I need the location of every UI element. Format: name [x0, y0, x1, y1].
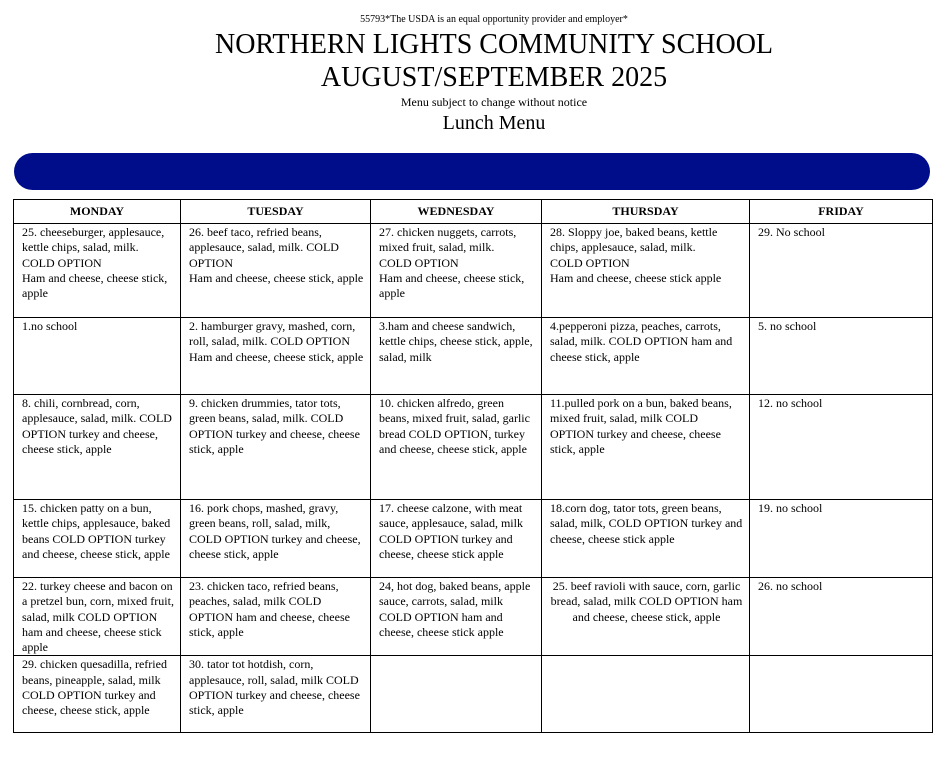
week-row — [14, 500, 933, 578]
day-cell — [181, 500, 371, 578]
change-notice: Menu subject to change without notice — [400, 95, 588, 109]
day-cell — [750, 578, 933, 656]
day-menu: 4.pepperoni pizza, peaches, carrots, salad, milk. COLD OPTION ham and cheese stick, apple — [550, 319, 733, 364]
menu-title: Lunch Menu — [442, 112, 546, 134]
day-cell — [542, 656, 750, 733]
day-cell — [542, 578, 750, 656]
week-row — [14, 578, 933, 656]
day-cell — [14, 395, 181, 500]
day-menu: 2. hamburger gravy, mashed, corn, roll, salad, milk. COLD OPTION Ham and cheese, cheese stick, apple — [189, 319, 364, 364]
day-cell — [14, 224, 181, 318]
day-menu: 19. no school — [758, 501, 823, 515]
day-cell — [371, 500, 542, 578]
day-cell — [181, 656, 371, 733]
day-menu: 17. cheese calzone, with meat sauce, applesauce, salad, milk COLD OPTION turkey and cheese, cheese stick apple — [379, 501, 523, 561]
day-menu: 27. chicken nuggets, carrots, mixed fruit, salad, milk. COLD OPTION Ham and cheese, cheese stick, apple — [379, 225, 525, 301]
day-cell — [542, 224, 750, 318]
day-cell — [181, 318, 371, 395]
day-menu: 24, hot dog, baked beans, apple sauce, carrots, salad, milk COLD OPTION ham and cheese, cheese stick apple — [379, 579, 531, 639]
school-name: NORTHERN LIGHTS COMMUNITY SCHOOL — [214, 29, 774, 60]
day-menu: 16. pork chops, mashed, gravy, green beans, roll, salad, milk, COLD OPTION turkey and cheese, cheese stick, apple — [189, 501, 361, 561]
day-menu: 5. no school — [758, 319, 817, 333]
day-menu: 11.pulled pork on a bun, baked beans, mixed fruit, salad, milk COLD OPTION turkey and cheese, cheese stick, apple — [550, 396, 732, 456]
day-cell — [181, 395, 371, 500]
day-header-row — [14, 200, 933, 224]
day-cell — [542, 395, 750, 500]
day-cell — [750, 224, 933, 318]
day-menu: 15. chicken patty on a bun, kettle chips, applesauce, baked beans COLD OPTION turkey and cheese, cheese stick, apple — [22, 501, 171, 561]
day-menu: 30. tator tot hotdish, corn, applesauce, roll, salad, milk COLD OPTION turkey and cheese, cheese stick, apple — [189, 657, 360, 718]
day-menu: 8. chili, cornbread, corn, applesauce, salad, milk. COLD OPTION turkey and cheese, cheese stick, apple — [22, 396, 172, 456]
day-header-tuesday: TUESDAY — [181, 200, 371, 224]
day-menu: 29. chicken quesadilla, refried beans, pineapple, salad, milk COLD OPTION turkey and cheese, cheese stick, apple — [22, 657, 167, 718]
day-menu: 23. chicken taco, refried beans, peaches, salad, milk COLD OPTION ham and cheese, cheese stick, apple — [189, 579, 350, 639]
day-menu: 22. turkey cheese and bacon on a pretzel bun, corn, mixed fruit, salad, milk COLD OPTION ham and cheese, cheese stick apple — [22, 579, 174, 655]
day-menu: 26. beef taco, refried beans, applesauce, salad, milk. COLD OPTION Ham and cheese, cheese stick, apple — [189, 225, 364, 285]
day-cell — [181, 224, 371, 318]
day-menu: 12. no school — [758, 396, 823, 410]
week-row — [14, 656, 933, 733]
day-menu: 10. chicken alfredo, green beans, mixed fruit, salad, garlic bread COLD OPTION, turkey and cheese, cheese stick, apple — [379, 396, 530, 456]
day-cell — [371, 224, 542, 318]
day-cell — [750, 395, 933, 500]
day-header-thursday: THURSDAY — [542, 200, 750, 224]
day-cell — [750, 656, 933, 733]
lunch-menu-table — [13, 199, 933, 733]
day-cell — [371, 656, 542, 733]
day-cell — [750, 318, 933, 395]
week-row — [14, 318, 933, 395]
banner-bar — [14, 153, 930, 190]
day-menu: 29. No school — [758, 225, 825, 239]
day-menu: 26. no school — [758, 579, 823, 593]
day-cell — [371, 395, 542, 500]
day-menu: 18.corn dog, tator tots, green beans, salad, milk, COLD OPTION turkey and cheese, cheese stick apple — [550, 501, 743, 546]
day-cell — [542, 500, 750, 578]
day-menu: 1.no school — [22, 319, 78, 333]
day-header-friday: FRIDAY — [750, 200, 933, 224]
menu-month: AUGUST/SEPTEMBER 2025 — [320, 62, 668, 93]
day-cell — [14, 656, 181, 733]
usda-statement: 55793*The USDA is an equal opportunity provider and employer* — [360, 14, 628, 25]
day-header-monday: MONDAY — [14, 200, 181, 224]
week-row — [14, 224, 933, 318]
day-header-wednesday: WEDNESDAY — [371, 200, 542, 224]
day-cell — [14, 500, 181, 578]
day-menu: 3.ham and cheese sandwich, kettle chips, cheese stick, apple, salad, milk — [379, 319, 533, 364]
week-row — [14, 395, 933, 500]
day-cell — [181, 578, 371, 656]
day-cell — [14, 578, 181, 656]
day-cell — [14, 318, 181, 395]
day-menu: 25. cheeseburger, applesauce, kettle chips, salad, milk. COLD OPTION Ham and cheese, cheese stick, apple — [22, 225, 168, 301]
day-cell — [371, 578, 542, 656]
day-menu: 25. beef ravioli with sauce, corn, garlic bread, salad, milk COLD OPTION ham and cheese, cheese stick, apple — [550, 579, 743, 624]
day-cell — [750, 500, 933, 578]
day-menu: 9. chicken drummies, tator tots, green beans, salad, milk. COLD OPTION turkey and cheese, cheese stick, apple — [189, 396, 360, 456]
day-cell — [371, 318, 542, 395]
day-cell — [542, 318, 750, 395]
day-menu: 28. Sloppy joe, baked beans, kettle chips, applesauce, salad, milk. COLD OPTION Ham and cheese, cheese stick apple — [550, 225, 722, 285]
